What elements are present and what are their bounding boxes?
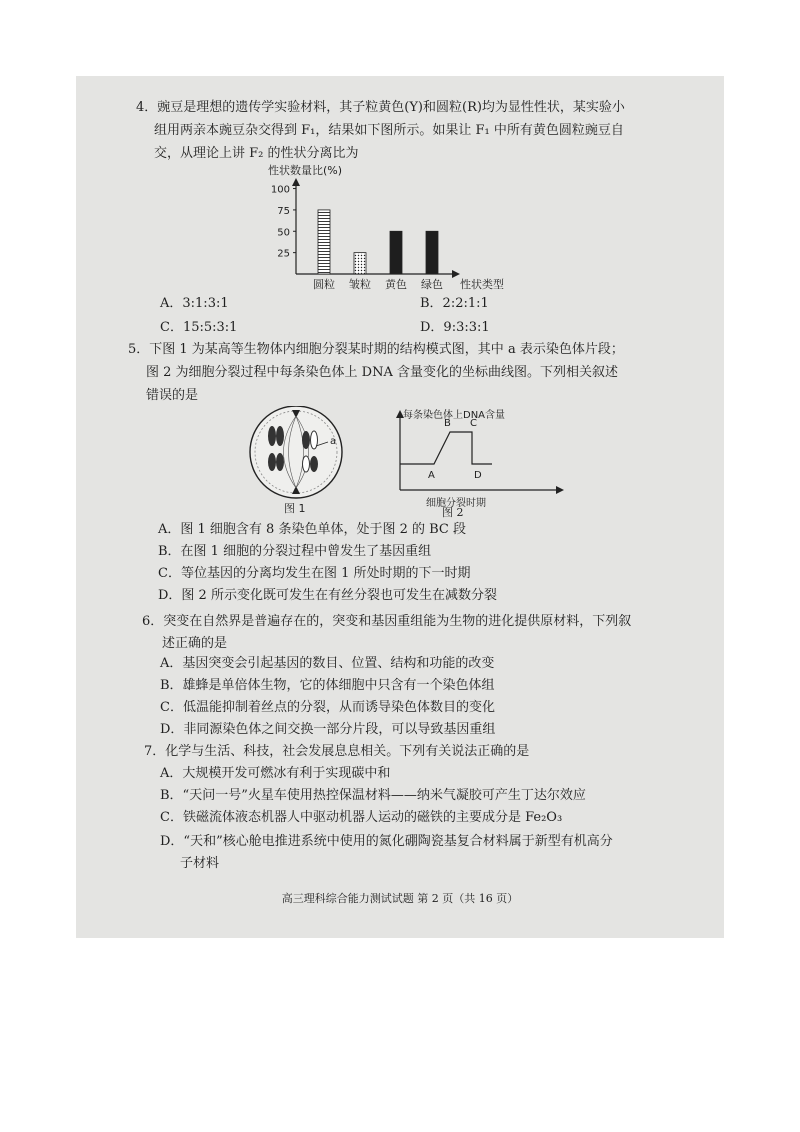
q4-option-c: C．15:5:3:1 xyxy=(160,320,238,335)
q6-option-c: C．低温能抑制着丝点的分裂，从而诱导染色体数目的变化 xyxy=(160,700,495,715)
q6-option-a: A．基因突变会引起基因的数目、位置、结构和功能的改变 xyxy=(160,656,495,671)
q5-option-a: A．图 1 细胞含有 8 条染色单体，处于图 2 的 BC 段 xyxy=(158,522,467,537)
bar-绿色 xyxy=(426,231,438,274)
q5-stem-line1: 5．下图 1 为某高等生物体内细胞分裂某时期的结构模式图，其中 a 表示染色体片段； xyxy=(128,342,624,357)
q6-stem-line2: 述正确的是 xyxy=(162,636,228,651)
bar-圆粒 xyxy=(318,210,330,274)
fig2-x-axis-label: 细胞分裂时期 xyxy=(426,498,486,509)
q5-option-d: D．图 2 所示变化既可发生在有丝分裂也可发生在减数分裂 xyxy=(158,588,497,603)
x-category-label: 绿色 xyxy=(421,278,443,291)
x-category-label: 黄色 xyxy=(385,278,407,291)
fig2-y-axis-label: 每条染色体上DNA含量 xyxy=(403,410,506,421)
q4-option-d: D．9:3:3:1 xyxy=(420,320,490,335)
fig2-caption: 图 2 xyxy=(442,506,464,519)
q5-option-c: C．等位基因的分离均发生在图 1 所处时期的下一时期 xyxy=(158,566,471,581)
q5-figure1-cell xyxy=(236,406,366,516)
x-category-label: 皱粒 xyxy=(349,278,371,291)
point-c-label: C xyxy=(470,418,477,429)
point-b-label: B xyxy=(444,418,451,429)
q5-option-b: B．在图 1 细胞的分裂过程中曾发生了基因重组 xyxy=(158,544,432,559)
x-category-label: 圆粒 xyxy=(313,278,335,291)
y-tick-label: 100 xyxy=(270,184,290,196)
q7-option-d-cont: 子材料 xyxy=(180,856,220,871)
bar-皱粒 xyxy=(354,253,366,274)
cell-outer-membrane xyxy=(250,406,342,498)
q4-stem-line1: 4．豌豆是理想的遗传学实验材料，其子粒黄色(Y)和圆粒(R)均为显性性状，某实验小 xyxy=(136,100,625,115)
q5-stem-line3: 错误的是 xyxy=(146,388,199,403)
q4-stem-line2: 组用两亲本豌豆杂交得到 F₁，结果如下图所示。如果让 F₁ 中所有黄色圆粒豌豆自 xyxy=(154,123,624,138)
q4-stem-line3: 交，从理论上讲 F₂ 的性状分离比为 xyxy=(154,146,359,161)
chart-x-axis-label: 性状类型 xyxy=(460,278,504,291)
dna-curve xyxy=(400,432,492,464)
bar-黄色 xyxy=(390,231,402,274)
chart-y-axis-label: 性状数量比(%) xyxy=(268,164,343,177)
exam-page xyxy=(76,76,724,938)
fig1-caption: 图 1 xyxy=(284,502,306,515)
fig2-x-arrow xyxy=(556,486,564,494)
q4-option-a: A．3:1:3:1 xyxy=(160,296,229,311)
point-d-label: D xyxy=(474,470,482,481)
y-tick-label: 25 xyxy=(277,248,290,260)
q6-option-d: D．非同源染色体之间交换一部分片段，可以导致基因重组 xyxy=(160,722,496,737)
fig1-label-a: a xyxy=(330,436,337,447)
q7-option-a: A．大规模开发可燃冰有利于实现碳中和 xyxy=(160,766,391,781)
q7-option-d: D．“天和”核心舱电推进系统中使用的氮化硼陶瓷基复合材料属于新型有机高分 xyxy=(160,834,613,849)
q7-option-c: C．铁磁流体液态机器人中驱动机器人运动的磁铁的主要成分是 Fe₂O₃ xyxy=(160,810,563,825)
q4-bar-chart xyxy=(246,164,516,294)
point-a-label: A xyxy=(428,470,435,481)
q5-stem-line2: 图 2 为细胞分裂过程中每条染色体上 DNA 含量变化的坐标曲线图。下列相关叙述 xyxy=(146,365,618,380)
page-footer: 高三理科综合能力测试试题 第 2 页（共 16 页） xyxy=(281,892,519,905)
q6-option-b: B．雄蜂是单倍体生物，它的体细胞中只含有一个染色体组 xyxy=(160,678,495,693)
q4-option-b: B．2:2:1:1 xyxy=(420,296,489,311)
q5-figure2-curve xyxy=(392,406,572,516)
q7-stem: 7．化学与生活、科技，社会发展息息相关。下列有关说法正确的是 xyxy=(144,744,530,759)
chart-y-arrow xyxy=(292,178,300,186)
chart-x-arrow xyxy=(452,270,460,278)
y-tick-label: 75 xyxy=(277,205,290,217)
q6-stem-line1: 6．突变在自然界是普遍存在的，突变和基因重组能为生物的进化提供原材料，下列叙 xyxy=(142,614,632,629)
q7-option-b: B．“天问一号”火星车使用热控保温材料——纳米气凝胶可产生丁达尔效应 xyxy=(160,788,586,803)
y-tick-label: 50 xyxy=(277,227,290,239)
